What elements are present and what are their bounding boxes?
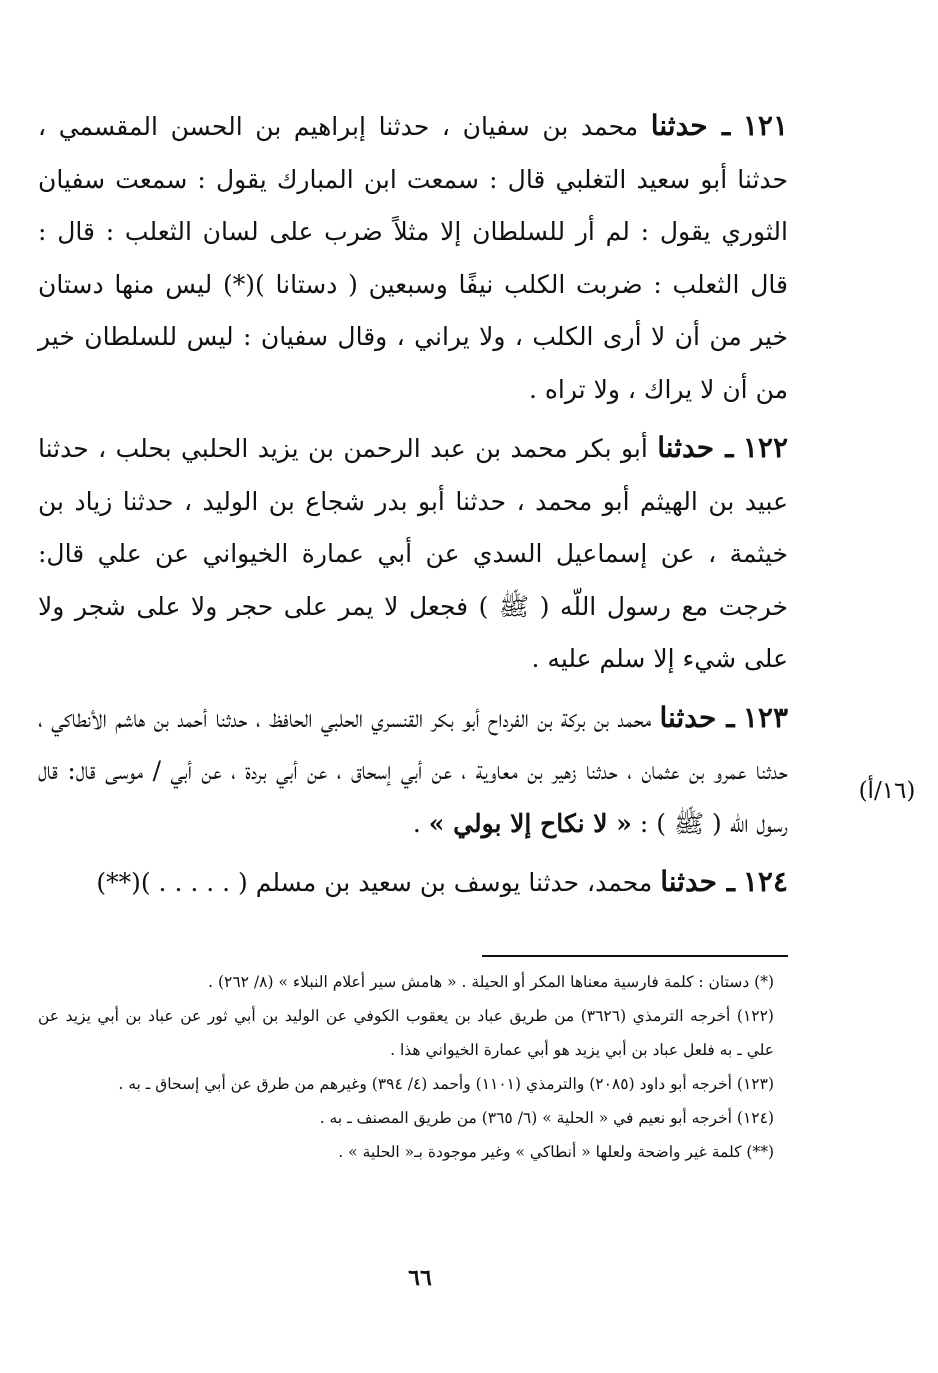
hadith-quote: « لا نكاح إلا بولي » (428, 808, 632, 838)
hadith-text: محمد، حدثنا يوسف بن سعيد بن مسلم ( . . . . . )(**) (96, 868, 653, 897)
page-number: ٦٦ (408, 1265, 432, 1291)
hadith-text: محمد بن بركة بن الفرداح أبو بكر القنسري الحلبي الحافظ ، حدثنا أحمد بن هاشم الأنطاكي ، حدثنا عمرو بن عثمان ، حدثنا زهير بن معاوية ، عن أبي إسحاق ، عن أبي بردة ، عن أبي / موسى قال: قال رسول اللّه ( ﷺ ) : (38, 703, 788, 838)
hadith-121: ١٢١ ـ حدثنا محمد بن سفيان ، حدثنا إبراهيم بن الحسن المقسمي ، حدثنا أبو سعيد التغلبي قال : سمعت ابن المبارك يقول : سمعت سفيان الثوري يقول : لم أر للسلطان إلا مثلاً ضرب على لسان الثعلب : قال : قال الثعلب : ضربت الكلب نيفًا وسبعين ( دستانا )(*) ليس منها دستان خير من أن لا أرى الكلب ، ولا يراني ، وقال سفيان : ليس للسلطان خير من أن لا يراك ، ولا تراه . (38, 109, 789, 404)
footnotes (38, 965, 788, 1169)
hadith-122: ١٢٢ ـ حدثنا أبو بكر محمد بن عبد الرحمن بن يزيد الحلبي بحلب ، حدثنا عبيد بن الهيثم أبو محمد ، حدثنا أبو بدر شجاع بن الوليد ، حدثنا زياد بن خيثمة ، عن إسماعيل السدي عن أبي عمارة الخيواني عن علي قال: خرجت مع رسول اللّه ( ﷺ ) فجعل لا يمر على حجر ولا على شجر ولا على شيء إلا سلم عليه . (38, 431, 788, 673)
hadith-123: ١٢٣ ـ حدثنا محمد بن بركة بن الفرداح أبو بكر القنسري الحلبي الحافظ ، حدثنا أحمد بن هاشم الأنطاكي ، حدثنا عمرو بن عثمان ، حدثنا زهير بن معاوية ، عن أبي إسحاق ، عن أبي بردة ، عن أبي / موسى قال: قال رسول اللّه ( ﷺ ) : « لا نكاح إلا بولي » . (38, 700, 789, 838)
hadith-heading: حدثنا (650, 109, 708, 142)
hadith-number: ١٢١ (742, 109, 789, 142)
hadith-heading: حدثنا (660, 865, 717, 898)
footnote-122: (١٢٢) أخرجه الترمذي (٣٦٢٦) من طريق عباد بن يعقوب الكوفي عن الوليد بن أبي ثور عن عباد بن أبي يزيد عن علي ـ به فلعل عباد بن أبي يزيد هو أبي عمارة الخيواني هذا . (38, 1007, 774, 1059)
footnote-124: (١٢٤) أخرجه أبو نعيم في « الحلية » (٦/ ٣٦٥) من طريق المصنف ـ به . (319, 1109, 774, 1127)
hadith-text-end: . (412, 808, 429, 838)
hadith-text: محمد بن سفيان ، حدثنا إبراهيم بن الحسن المقسمي ، حدثنا أبو سعيد التغلبي قال : سمعت ابن المبارك يقول : سمعت سفيان الثوري يقول : لم أر للسلطان إلا مثلاً ضرب على لسان الثعلب : قال : قال الثعلب : ضربت الكلب نيفًا وسبعين ( دستانا )(*) ليس منها دستان خير من أن لا أرى الكلب ، ولا يراني ، وقال سفيان : ليس للسلطان خير من أن لا يراك ، ولا تراه . (38, 112, 788, 404)
hadith-number: ١٢٢ (742, 431, 788, 464)
main-text (38, 100, 788, 916)
footnote-double-asterisk: (**) كلمة غير واضحة ولعلها « أنطاكي » وغير موجودة بـ« الحلية » . (338, 1143, 774, 1161)
footnote-asterisk: (*) دستان : كلمة فارسية معناها المكر أو الحيلة . « هامش سير أعلام النبلاء » (٨/ ٢٦٢) . (208, 973, 774, 991)
hadith-heading: حدثنا (659, 700, 717, 734)
manuscript-folio-reference: (١٦/أ) (858, 778, 916, 804)
footnote-divider (482, 955, 788, 957)
hadith-number: ١٢٤ (742, 865, 788, 898)
footnote-123: (١٢٣) أخرجه أبو داود (٢٠٨٥) والترمذي (١١٠١) وأحمد (٤/ ٣٩٤) وغيرهم من طرق عن أبي إسحاق ـ به . (118, 1075, 774, 1093)
hadith-heading: حدثنا (657, 431, 715, 464)
hadith-number: ١٢٣ (742, 700, 789, 734)
hadith-text: أبو بكر محمد بن عبد الرحمن بن يزيد الحلبي بحلب ، حدثنا عبيد بن الهيثم أبو محمد ، حدثنا أبو بدر شجاع بن الوليد ، حدثنا زياد بن خيثمة ، عن إسماعيل السدي عن أبي عمارة الخيواني عن علي قال: خرجت مع رسول اللّه ( ﷺ ) فجعل لا يمر على حجر ولا على شجر ولا على شيء إلا سلم عليه . (38, 434, 788, 673)
hadith-124: ١٢٤ ـ حدثنا محمد، حدثنا يوسف بن سعيد بن مسلم ( . . . . . )(**) (96, 865, 788, 898)
